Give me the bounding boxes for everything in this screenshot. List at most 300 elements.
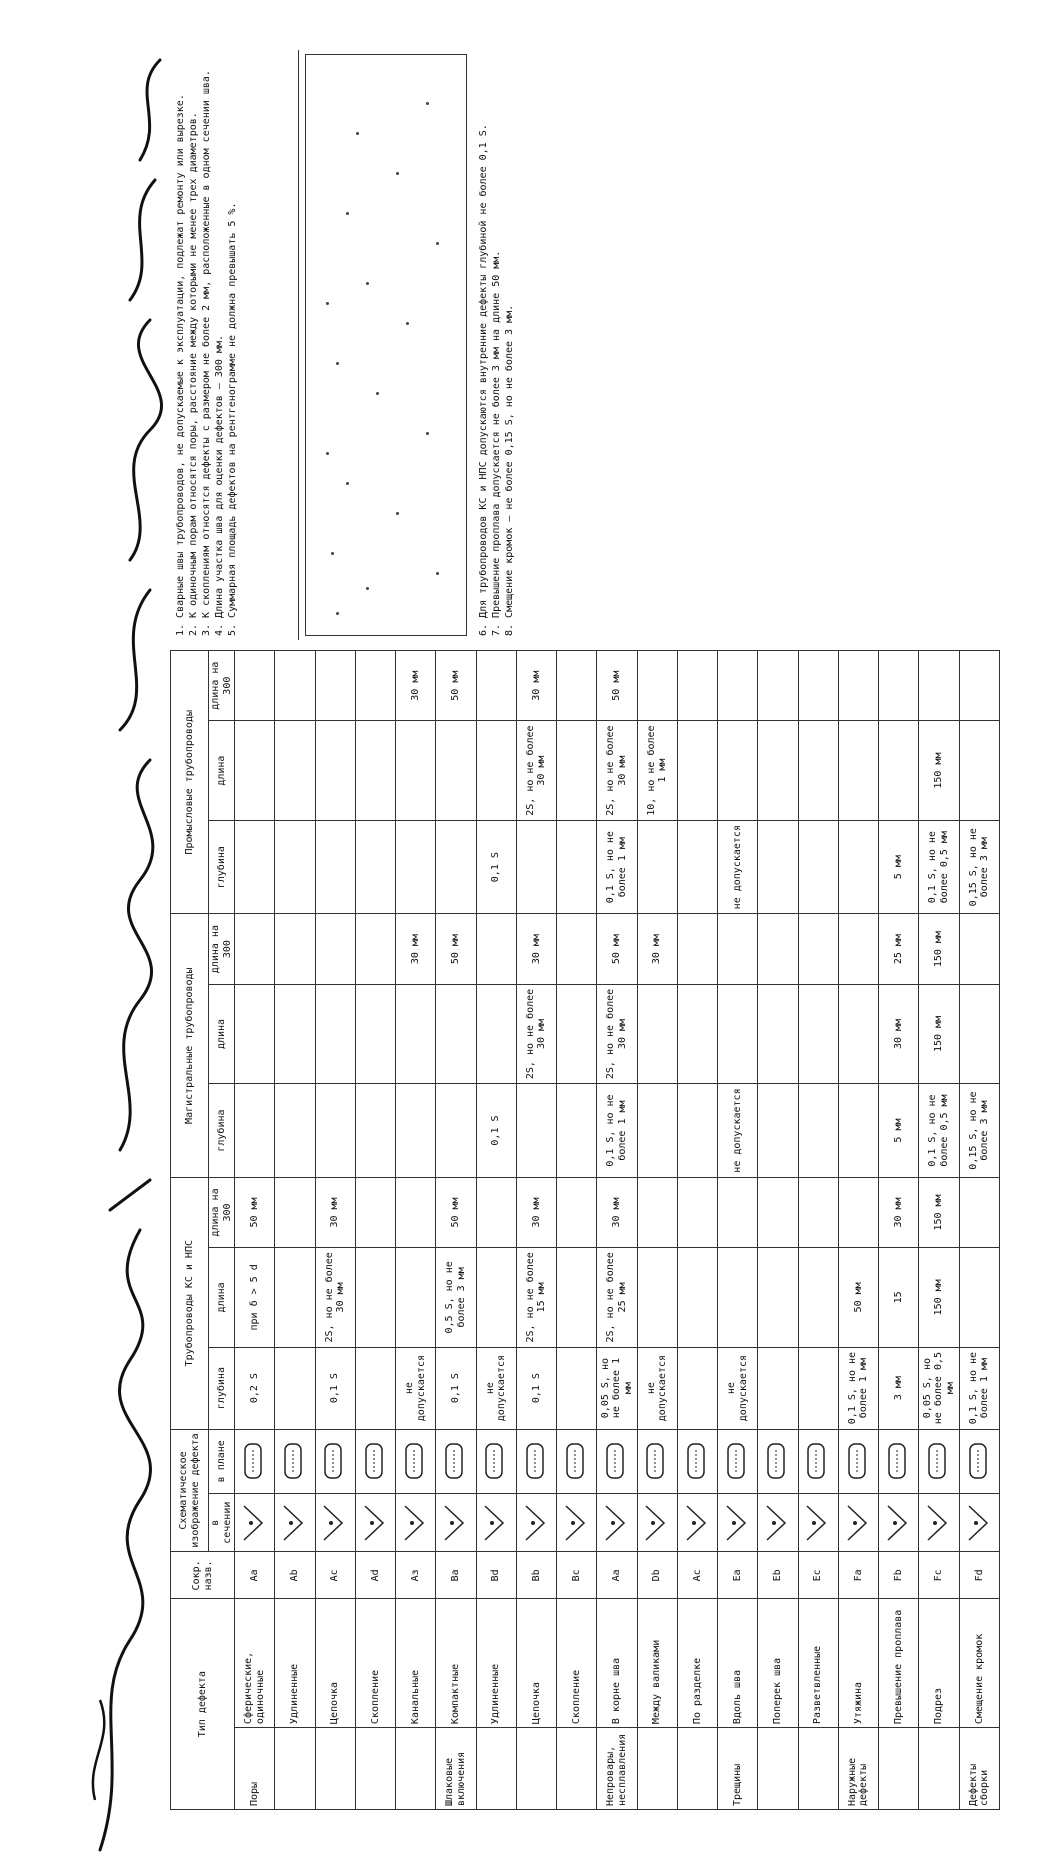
table-row bbox=[396, 651, 436, 1810]
note-item: 3. К скоплениям относятся дефекты с размером не более 2 мм, расположенные в одном сечении шва. bbox=[201, 70, 212, 636]
weld-section-icon bbox=[483, 1504, 505, 1542]
weld-plan-icon bbox=[322, 1442, 344, 1480]
defect-group bbox=[275, 1728, 315, 1810]
section-symbol bbox=[396, 1493, 436, 1552]
limit-main-depth bbox=[355, 1084, 395, 1178]
defect-name: Вдоль шва bbox=[718, 1599, 758, 1728]
header-kc-length: длина bbox=[209, 1248, 235, 1348]
limit-proc-300 bbox=[315, 651, 355, 721]
notes-footer bbox=[473, 50, 520, 640]
weld-section-icon bbox=[282, 1504, 304, 1542]
limit-main-300 bbox=[677, 914, 717, 984]
limit-proc-depth bbox=[758, 820, 798, 914]
weld-section-icon bbox=[242, 1504, 264, 1542]
limit-kc-300 bbox=[758, 1177, 798, 1247]
weld-sketch bbox=[305, 54, 467, 636]
section-symbol bbox=[557, 1493, 597, 1552]
limit-main-depth bbox=[436, 1084, 476, 1178]
note-item: 1. Сварные швы трубопроводов, не допускаемые к эксплуатации, подлежат ремонту или вырезке. bbox=[175, 94, 186, 636]
section-symbol bbox=[597, 1493, 637, 1552]
limit-main-len bbox=[275, 984, 315, 1084]
section-symbol bbox=[919, 1493, 959, 1552]
defect-rows bbox=[235, 651, 1000, 1810]
handwritten-title bbox=[70, 0, 180, 1853]
weld-section-icon bbox=[685, 1504, 707, 1542]
defect-code: Ас bbox=[677, 1552, 717, 1599]
limit-kc-len: 150 мм bbox=[919, 1248, 959, 1348]
defect-group bbox=[396, 1728, 436, 1810]
table-row bbox=[557, 651, 597, 1810]
limit-proc-len bbox=[396, 721, 436, 821]
table-row bbox=[838, 651, 878, 1810]
defect-name: Превышение проплава bbox=[879, 1599, 919, 1728]
limit-kc-300 bbox=[677, 1177, 717, 1247]
defect-code: Ес bbox=[798, 1552, 838, 1599]
limit-kc-300: 30 мм bbox=[315, 1177, 355, 1247]
limit-kc-len: при δ > 5 d bbox=[235, 1248, 275, 1348]
limit-proc-len bbox=[235, 721, 275, 821]
defect-group bbox=[919, 1728, 959, 1810]
limit-proc-300 bbox=[476, 651, 516, 721]
limit-kc-len bbox=[718, 1248, 758, 1348]
limit-main-300: 150 мм bbox=[919, 914, 959, 984]
limit-kc-len bbox=[758, 1248, 798, 1348]
sketch-dot bbox=[396, 172, 399, 175]
defect-name: Удлиненные bbox=[476, 1599, 516, 1728]
limit-kc-depth: 0,05 S, но не более 1 мм bbox=[597, 1347, 637, 1429]
limit-kc-300: 150 мм bbox=[919, 1177, 959, 1247]
limit-main-depth bbox=[516, 1084, 556, 1178]
sketch-dot bbox=[366, 587, 369, 590]
sketch-dot bbox=[336, 612, 339, 615]
limit-kc-300: 50 мм bbox=[436, 1177, 476, 1247]
limit-main-len bbox=[758, 984, 798, 1084]
sketch-dot bbox=[326, 452, 329, 455]
weld-section-icon bbox=[846, 1504, 868, 1542]
header-in-plan: в плане bbox=[209, 1429, 235, 1493]
limit-kc-300 bbox=[637, 1177, 677, 1247]
limit-main-len bbox=[355, 984, 395, 1084]
header-in-section: в сечении bbox=[209, 1493, 235, 1552]
limit-main-len bbox=[959, 984, 1000, 1084]
plan-symbol bbox=[838, 1429, 878, 1493]
defect-name: Между валиками bbox=[637, 1599, 677, 1728]
limit-kc-len bbox=[355, 1248, 395, 1348]
defect-name: Скопление bbox=[355, 1599, 395, 1728]
limit-main-300: 50 мм bbox=[436, 914, 476, 984]
defect-code: Аа bbox=[597, 1552, 637, 1599]
limit-kc-len: 2S, но не более 15 мм bbox=[516, 1248, 556, 1348]
limit-main-300 bbox=[959, 914, 1000, 984]
plan-symbol bbox=[396, 1429, 436, 1493]
defect-code: Bd bbox=[476, 1552, 516, 1599]
plan-symbol bbox=[677, 1429, 717, 1493]
limit-main-depth: 0,1 S, но не более 0,5 мм bbox=[919, 1084, 959, 1178]
limit-kc-depth: 0,1 S bbox=[516, 1347, 556, 1429]
section-symbol bbox=[637, 1493, 677, 1552]
limit-proc-depth bbox=[677, 820, 717, 914]
limit-proc-300 bbox=[235, 651, 275, 721]
limit-kc-300 bbox=[959, 1177, 1000, 1247]
weld-section-icon bbox=[926, 1504, 948, 1542]
header-main-depth: глубина bbox=[209, 1084, 235, 1178]
defect-name: Разветвленные bbox=[798, 1599, 838, 1728]
sketch-dot bbox=[396, 512, 399, 515]
weld-plan-icon bbox=[846, 1442, 868, 1480]
limit-main-300: 30 мм bbox=[516, 914, 556, 984]
limit-proc-300: 30 мм bbox=[396, 651, 436, 721]
header-main-300: длина на 300 bbox=[209, 914, 235, 984]
limit-main-300 bbox=[275, 914, 315, 984]
limit-proc-len bbox=[959, 721, 1000, 821]
limit-proc-len bbox=[355, 721, 395, 821]
plan-symbol bbox=[758, 1429, 798, 1493]
limit-kc-len bbox=[959, 1248, 1000, 1348]
limit-proc-len bbox=[838, 721, 878, 821]
plan-symbol bbox=[315, 1429, 355, 1493]
limit-proc-depth: 0,1 S, но не более 1 мм bbox=[597, 820, 637, 914]
footer-note: 6. Для трубопроводов КС и НПС допускаются внутренние дефекты глубиной не более 0,1 S. bbox=[478, 124, 489, 636]
weld-section-icon bbox=[805, 1504, 827, 1542]
limit-kc-depth: не допускается bbox=[396, 1347, 436, 1429]
weld-plan-icon bbox=[363, 1442, 385, 1480]
defect-group bbox=[758, 1728, 798, 1810]
limit-main-depth bbox=[315, 1084, 355, 1178]
limit-main-depth: 5 мм bbox=[879, 1084, 919, 1178]
note-item: 2. К одиночным порам относятся поры, расстояние между которыми не менее трех диаметров. bbox=[188, 112, 199, 636]
limit-proc-depth bbox=[798, 820, 838, 914]
limit-main-len: 2S, но не более 30 мм bbox=[516, 984, 556, 1084]
table-row bbox=[718, 651, 758, 1810]
header-main-length: длина bbox=[209, 984, 235, 1084]
weld-plan-icon bbox=[926, 1442, 948, 1480]
defect-code: Fa bbox=[838, 1552, 878, 1599]
notes-list bbox=[170, 50, 299, 640]
header-kc-nps: Трубопроводы КС и НПС bbox=[171, 1177, 209, 1429]
limit-kc-depth bbox=[275, 1347, 315, 1429]
weld-section-icon bbox=[967, 1504, 989, 1542]
limit-proc-depth: 5 мм bbox=[879, 820, 919, 914]
header-proc-depth: глубина bbox=[209, 820, 235, 914]
limit-kc-300 bbox=[838, 1177, 878, 1247]
table-row bbox=[516, 651, 556, 1810]
limit-proc-300 bbox=[798, 651, 838, 721]
sketch-dot bbox=[326, 302, 329, 305]
header-process: Промысловые трубопроводы bbox=[171, 651, 209, 914]
weld-plan-icon bbox=[604, 1442, 626, 1480]
limit-kc-300: 30 мм bbox=[516, 1177, 556, 1247]
weld-plan-icon bbox=[886, 1442, 908, 1480]
weld-plan-icon bbox=[524, 1442, 546, 1480]
weld-plan-icon bbox=[685, 1442, 707, 1480]
limit-main-depth: не допускается bbox=[718, 1084, 758, 1178]
sketch-dot bbox=[336, 362, 339, 365]
weld-plan-icon bbox=[564, 1442, 586, 1480]
weld-section-icon bbox=[725, 1504, 747, 1542]
limit-main-len: 150 мм bbox=[919, 984, 959, 1084]
table-row bbox=[798, 651, 838, 1810]
footer-note: 7. Превышение проплава допускается не более 3 мм на длине 50 мм. bbox=[491, 250, 502, 636]
limit-kc-depth bbox=[677, 1347, 717, 1429]
plan-symbol bbox=[557, 1429, 597, 1493]
table-row bbox=[959, 651, 1000, 1810]
weld-section-icon bbox=[765, 1504, 787, 1542]
limit-main-300 bbox=[355, 914, 395, 984]
header-defect-type: Тип дефекта bbox=[171, 1599, 235, 1810]
limit-proc-depth bbox=[275, 820, 315, 914]
limit-kc-len bbox=[637, 1248, 677, 1348]
limit-proc-depth bbox=[838, 820, 878, 914]
limit-main-len bbox=[235, 984, 275, 1084]
limit-kc-300 bbox=[718, 1177, 758, 1247]
limit-main-300 bbox=[476, 914, 516, 984]
rotated-content bbox=[170, 40, 1000, 1830]
defect-group: Трещины bbox=[718, 1728, 758, 1810]
limit-proc-len bbox=[436, 721, 476, 821]
limit-proc-len bbox=[315, 721, 355, 821]
limit-kc-depth: 3 мм bbox=[879, 1347, 919, 1429]
limit-kc-300 bbox=[798, 1177, 838, 1247]
plan-symbol bbox=[275, 1429, 315, 1493]
limit-main-depth: 0,1 S, но не более 1 мм bbox=[597, 1084, 637, 1178]
limit-kc-len: 50 мм bbox=[838, 1248, 878, 1348]
defect-group bbox=[557, 1728, 597, 1810]
limit-main-depth bbox=[637, 1084, 677, 1178]
section-symbol bbox=[677, 1493, 717, 1552]
sketch-dot bbox=[356, 132, 359, 135]
defect-code: Ва bbox=[436, 1552, 476, 1599]
weld-section-icon bbox=[443, 1504, 465, 1542]
defect-group bbox=[637, 1728, 677, 1810]
header-main: Магистральные трубопроводы bbox=[171, 914, 209, 1177]
limit-proc-300 bbox=[275, 651, 315, 721]
weld-section-icon bbox=[564, 1504, 586, 1542]
defect-group: Шлаковые включения bbox=[436, 1728, 476, 1810]
limit-proc-300: 30 мм bbox=[516, 651, 556, 721]
table-row bbox=[235, 651, 275, 1810]
limit-proc-300: 50 мм bbox=[436, 651, 476, 721]
scanned-page bbox=[170, 40, 1000, 1830]
limit-kc-depth bbox=[758, 1347, 798, 1429]
limit-main-len bbox=[557, 984, 597, 1084]
limit-proc-len bbox=[758, 721, 798, 821]
table-row bbox=[275, 651, 315, 1810]
limit-kc-depth bbox=[557, 1347, 597, 1429]
defect-code: Ad bbox=[355, 1552, 395, 1599]
defect-code: Аз bbox=[396, 1552, 436, 1599]
limit-kc-depth: 0,1 S, но не более 1 мм bbox=[838, 1347, 878, 1429]
limit-kc-len bbox=[798, 1248, 838, 1348]
weld-section-icon bbox=[644, 1504, 666, 1542]
sketch-dot bbox=[406, 322, 409, 325]
limit-main-len bbox=[436, 984, 476, 1084]
defect-code: Аb bbox=[275, 1552, 315, 1599]
limit-main-depth: 0,1 S bbox=[476, 1084, 516, 1178]
header-symbol: Схематическое изображение дефекта bbox=[171, 1429, 209, 1552]
limit-proc-len bbox=[677, 721, 717, 821]
weld-section-icon bbox=[524, 1504, 546, 1542]
defect-group: Непровары, несплавления bbox=[597, 1728, 637, 1810]
weld-section-icon bbox=[403, 1504, 425, 1542]
plan-symbol bbox=[436, 1429, 476, 1493]
note-item: 4. Длина участка шва для оценки дефектов — 300 мм. bbox=[214, 334, 225, 636]
defect-name: Поперек шва bbox=[758, 1599, 798, 1728]
limit-kc-len bbox=[476, 1248, 516, 1348]
plan-symbol bbox=[637, 1429, 677, 1493]
limit-proc-300 bbox=[637, 651, 677, 721]
limit-main-depth bbox=[275, 1084, 315, 1178]
defect-name: Компактные bbox=[436, 1599, 476, 1728]
limit-main-depth bbox=[798, 1084, 838, 1178]
limit-kc-depth: не допускается bbox=[476, 1347, 516, 1429]
limit-main-len bbox=[637, 984, 677, 1084]
weld-plan-icon bbox=[967, 1442, 989, 1480]
limit-kc-300: 50 мм bbox=[235, 1177, 275, 1247]
plan-symbol bbox=[476, 1429, 516, 1493]
defect-code: Bb bbox=[516, 1552, 556, 1599]
limit-proc-len bbox=[718, 721, 758, 821]
weld-section-icon bbox=[604, 1504, 626, 1542]
limit-kc-len bbox=[275, 1248, 315, 1348]
limit-kc-len: 2S, но не более 25 мм bbox=[597, 1248, 637, 1348]
section-symbol bbox=[476, 1493, 516, 1552]
defect-code: Вс bbox=[557, 1552, 597, 1599]
sketch-dot bbox=[331, 552, 334, 555]
defect-name: Сферические, одиночные bbox=[235, 1599, 275, 1728]
section-symbol bbox=[798, 1493, 838, 1552]
limit-proc-depth: 0,1 S bbox=[476, 820, 516, 914]
limit-kc-depth: не допускается bbox=[718, 1347, 758, 1429]
limit-proc-depth: 0,15 S, но не более 3 мм bbox=[959, 820, 1000, 914]
sketch-dot bbox=[346, 212, 349, 215]
limit-kc-300 bbox=[275, 1177, 315, 1247]
defect-code: Eb bbox=[758, 1552, 798, 1599]
section-symbol bbox=[959, 1493, 1000, 1552]
limit-main-depth bbox=[758, 1084, 798, 1178]
weld-plan-icon bbox=[403, 1442, 425, 1480]
weld-plan-icon bbox=[765, 1442, 787, 1480]
weld-plan-icon bbox=[644, 1442, 666, 1480]
defect-group: Поры bbox=[235, 1728, 275, 1810]
limit-kc-len bbox=[677, 1248, 717, 1348]
limit-main-len bbox=[396, 984, 436, 1084]
plan-symbol bbox=[516, 1429, 556, 1493]
limit-proc-depth bbox=[557, 820, 597, 914]
plan-symbol bbox=[879, 1429, 919, 1493]
header-kc-depth: глубина bbox=[209, 1347, 235, 1429]
weld-plan-icon bbox=[725, 1442, 747, 1480]
defect-name: Канальные bbox=[396, 1599, 436, 1728]
table-row bbox=[315, 651, 355, 1810]
limit-proc-300 bbox=[758, 651, 798, 721]
defect-code: Еа bbox=[718, 1552, 758, 1599]
defect-name: Подрез bbox=[919, 1599, 959, 1728]
limit-proc-300 bbox=[919, 651, 959, 721]
limit-main-depth bbox=[557, 1084, 597, 1178]
plan-symbol bbox=[919, 1429, 959, 1493]
limit-main-depth bbox=[396, 1084, 436, 1178]
limit-kc-len: 0,5 S, но не более 3 мм bbox=[436, 1248, 476, 1348]
section-symbol bbox=[436, 1493, 476, 1552]
limit-kc-depth: 0,2 S bbox=[235, 1347, 275, 1429]
defect-name: Цепочка bbox=[516, 1599, 556, 1728]
plan-symbol bbox=[597, 1429, 637, 1493]
limit-main-300 bbox=[838, 914, 878, 984]
limit-proc-len: 2S, но не более 30 мм bbox=[516, 721, 556, 821]
limit-proc-depth bbox=[516, 820, 556, 914]
limit-main-300 bbox=[315, 914, 355, 984]
defect-group bbox=[677, 1728, 717, 1810]
limit-proc-depth bbox=[315, 820, 355, 914]
defect-code: Db bbox=[637, 1552, 677, 1599]
limit-kc-depth bbox=[798, 1347, 838, 1429]
sketch-dot bbox=[426, 432, 429, 435]
weld-plan-icon bbox=[483, 1442, 505, 1480]
limit-main-len bbox=[677, 984, 717, 1084]
limit-proc-depth bbox=[637, 820, 677, 914]
table-row bbox=[476, 651, 516, 1810]
sketch-dot bbox=[426, 102, 429, 105]
section-symbol bbox=[315, 1493, 355, 1552]
limit-main-300 bbox=[235, 914, 275, 984]
plan-symbol bbox=[355, 1429, 395, 1493]
limit-proc-len: 2S, но не более 30 мм bbox=[597, 721, 637, 821]
limit-proc-300 bbox=[355, 651, 395, 721]
weld-section-icon bbox=[886, 1504, 908, 1542]
table-row bbox=[436, 651, 476, 1810]
limit-main-len bbox=[476, 984, 516, 1084]
limit-kc-depth: 0,05 S, но не более 0,5 мм bbox=[919, 1347, 959, 1429]
limit-kc-300 bbox=[476, 1177, 516, 1247]
weld-section-icon bbox=[322, 1504, 344, 1542]
defect-code: Fc bbox=[919, 1552, 959, 1599]
sketch-dot bbox=[376, 392, 379, 395]
limit-kc-300: 30 мм bbox=[597, 1177, 637, 1247]
limit-main-depth bbox=[235, 1084, 275, 1178]
defects-table bbox=[170, 650, 1000, 1810]
plan-symbol bbox=[235, 1429, 275, 1493]
limit-proc-len: 150 мм bbox=[919, 721, 959, 821]
limit-main-len bbox=[718, 984, 758, 1084]
defect-group: Дефекты сборки bbox=[959, 1728, 1000, 1810]
limit-main-depth bbox=[838, 1084, 878, 1178]
limit-proc-depth bbox=[355, 820, 395, 914]
limit-proc-len bbox=[476, 721, 516, 821]
table-row bbox=[879, 651, 919, 1810]
weld-plan-icon bbox=[805, 1442, 827, 1480]
limit-main-len: 2S, но не более 30 мм bbox=[597, 984, 637, 1084]
defect-name: Цепочка bbox=[315, 1599, 355, 1728]
section-symbol bbox=[516, 1493, 556, 1552]
defect-name: В корне шва bbox=[597, 1599, 637, 1728]
defect-name: Скопление bbox=[557, 1599, 597, 1728]
defect-group bbox=[476, 1728, 516, 1810]
weld-plan-icon bbox=[242, 1442, 264, 1480]
limit-proc-300 bbox=[838, 651, 878, 721]
defect-group: Наружные дефекты bbox=[838, 1728, 878, 1810]
limit-proc-depth: 0,1 S, но не более 0,5 мм bbox=[919, 820, 959, 914]
defect-code: Fd bbox=[959, 1552, 1000, 1599]
section-symbol bbox=[235, 1493, 275, 1552]
limit-main-300: 30 мм bbox=[637, 914, 677, 984]
limit-main-300 bbox=[758, 914, 798, 984]
sketch-dot bbox=[346, 482, 349, 485]
section-symbol bbox=[275, 1493, 315, 1552]
limit-main-300 bbox=[798, 914, 838, 984]
sketch-dot bbox=[436, 572, 439, 575]
limit-kc-len bbox=[557, 1248, 597, 1348]
defect-code: Fb bbox=[879, 1552, 919, 1599]
